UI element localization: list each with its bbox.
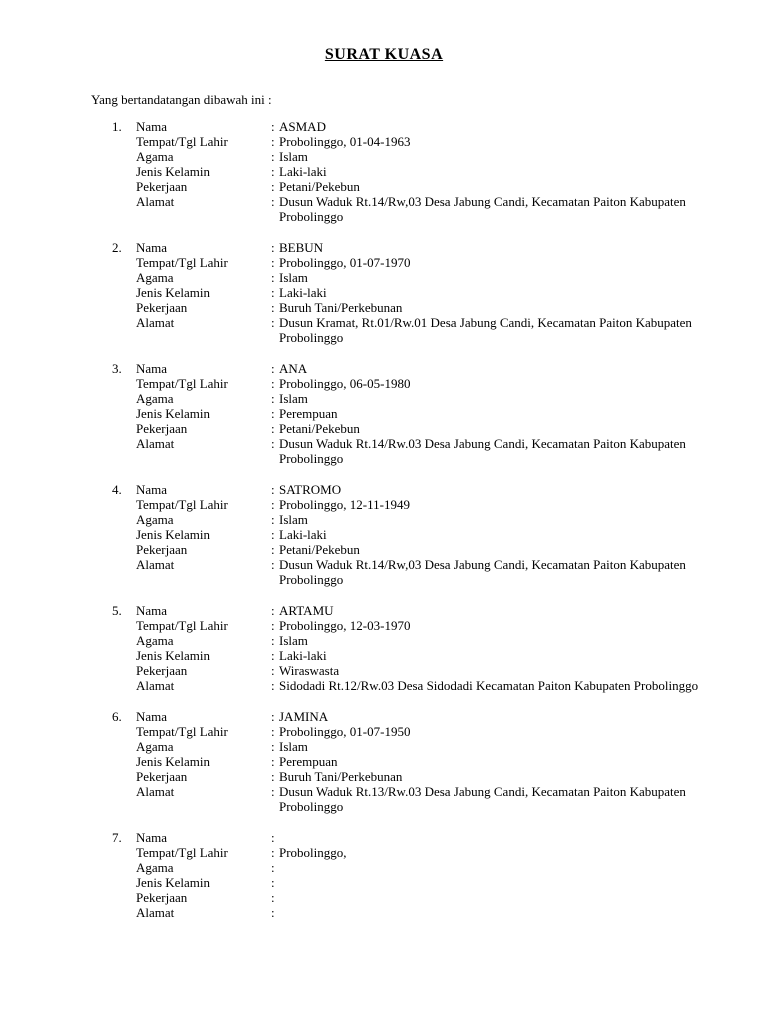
field-row-pekerjaan (0, 663, 768, 678)
field-colon: : (271, 255, 275, 270)
field-colon: : (271, 270, 275, 285)
field-row-alamat (0, 557, 768, 587)
field-label-nama: Nama (136, 830, 168, 845)
field-value-alamat (279, 905, 699, 920)
field-colon: : (271, 542, 275, 557)
field-colon: : (271, 860, 275, 875)
field-label-ttl: Tempat/Tgl Lahir (136, 134, 228, 149)
person-entry (0, 119, 768, 224)
field-row-ttl (0, 724, 768, 739)
field-colon: : (271, 527, 275, 542)
field-value-pekerjaan: Petani/Pekebun (279, 542, 360, 557)
field-value-alamat: Dusun Waduk Rt.14/Rw.03 Desa Jabung Candi, Kecamatan Paiton Kabupaten Probolinggo (279, 436, 686, 466)
field-value-agama: Islam (279, 149, 308, 164)
field-colon: : (271, 436, 275, 451)
field-colon: : (271, 633, 275, 648)
field-label-ttl: Tempat/Tgl Lahir (136, 376, 228, 391)
field-label-agama: Agama (136, 512, 174, 527)
person-number: 6. (112, 709, 122, 724)
field-label-jk: Jenis Kelamin (136, 875, 211, 890)
field-colon: : (271, 285, 275, 300)
field-value-pekerjaan: Petani/Pekebun (279, 421, 360, 436)
person-number: 2. (112, 240, 122, 255)
field-label-nama: Nama (136, 240, 168, 255)
field-row-agama (0, 391, 768, 406)
field-label-agama: Agama (136, 391, 174, 406)
field-label-ttl: Tempat/Tgl Lahir (136, 845, 228, 860)
field-colon: : (271, 134, 275, 149)
field-label-agama: Agama (136, 149, 174, 164)
field-row-nama (0, 119, 768, 134)
field-value-jk: Laki-laki (279, 285, 327, 300)
field-colon: : (271, 315, 275, 330)
field-value-jk: Laki-laki (279, 164, 327, 179)
person-number: 5. (112, 603, 122, 618)
field-value-jk: Laki-laki (279, 648, 327, 663)
field-row-alamat (0, 436, 768, 466)
person-entry (0, 482, 768, 587)
field-colon: : (271, 194, 275, 209)
field-value-ttl: Probolinggo, 01-07-1970 (279, 255, 411, 270)
field-row-nama (0, 603, 768, 618)
field-label-pekerjaan: Pekerjaan (136, 769, 188, 784)
field-row-agama (0, 149, 768, 164)
field-colon: : (271, 421, 275, 436)
field-value-alamat: Dusun Waduk Rt.14/Rw,03 Desa Jabung Candi, Kecamatan Paiton Kabupaten Probolinggo (279, 557, 686, 587)
field-label-jk: Jenis Kelamin (136, 527, 211, 542)
field-row-pekerjaan (0, 421, 768, 436)
field-row-agama (0, 739, 768, 754)
person-entry (0, 240, 768, 345)
field-value-ttl: Probolinggo, 01-04-1963 (279, 134, 411, 149)
field-colon: : (271, 784, 275, 799)
field-row-jk (0, 406, 768, 421)
field-colon: : (271, 179, 275, 194)
field-value-ttl: Probolinggo, 01-07-1950 (279, 724, 411, 739)
field-value-pekerjaan: Wiraswasta (279, 663, 340, 678)
field-label-agama: Agama (136, 860, 174, 875)
person-entry (0, 361, 768, 466)
field-label-alamat: Alamat (136, 557, 175, 572)
person-entry (0, 603, 768, 693)
field-value-nama: ASMAD (279, 119, 326, 134)
field-row-ttl (0, 376, 768, 391)
person-list (0, 119, 768, 936)
field-label-nama: Nama (136, 361, 168, 376)
field-colon: : (271, 830, 275, 845)
field-label-ttl: Tempat/Tgl Lahir (136, 497, 228, 512)
field-label-nama: Nama (136, 482, 168, 497)
field-colon: : (271, 512, 275, 527)
field-row-nama (0, 361, 768, 376)
field-row-jk (0, 285, 768, 300)
field-row-jk (0, 648, 768, 663)
field-row-pekerjaan (0, 769, 768, 784)
field-label-jk: Jenis Kelamin (136, 406, 211, 421)
field-colon: : (271, 164, 275, 179)
field-colon: : (271, 149, 275, 164)
field-colon: : (271, 845, 275, 860)
field-row-ttl (0, 255, 768, 270)
field-value-agama (279, 860, 699, 875)
field-label-pekerjaan: Pekerjaan (136, 179, 188, 194)
field-colon: : (271, 890, 275, 905)
person-number: 3. (112, 361, 122, 376)
field-row-nama (0, 830, 768, 845)
field-row-pekerjaan (0, 542, 768, 557)
person-entry (0, 709, 768, 814)
field-value-agama: Islam (279, 512, 308, 527)
field-row-ttl (0, 845, 768, 860)
document-title: SURAT KUASA (324, 46, 444, 63)
field-colon: : (271, 497, 275, 512)
field-row-agama (0, 512, 768, 527)
field-value-agama: Islam (279, 270, 308, 285)
field-label-jk: Jenis Kelamin (136, 285, 211, 300)
person-entry (0, 830, 768, 920)
field-row-ttl (0, 497, 768, 512)
field-row-ttl (0, 618, 768, 633)
field-colon: : (271, 648, 275, 663)
field-value-nama (279, 830, 699, 845)
field-value-alamat: Sidodadi Rt.12/Rw.03 Desa Sidodadi Kecamatan Paiton Kabupaten Probolinggo (279, 678, 699, 693)
field-value-alamat: Dusun Kramat, Rt.01/Rw.01 Desa Jabung Candi, Kecamatan Paiton Kabupaten Probolinggo (279, 315, 692, 345)
field-label-jk: Jenis Kelamin (136, 648, 211, 663)
field-colon: : (271, 406, 275, 421)
field-label-ttl: Tempat/Tgl Lahir (136, 618, 228, 633)
field-row-jk (0, 527, 768, 542)
field-value-pekerjaan: Buruh Tani/Perkebunan (279, 769, 403, 784)
field-row-jk (0, 164, 768, 179)
field-colon: : (271, 300, 275, 315)
field-value-agama: Islam (279, 391, 308, 406)
field-label-pekerjaan: Pekerjaan (136, 542, 188, 557)
field-label-agama: Agama (136, 633, 174, 648)
field-label-jk: Jenis Kelamin (136, 754, 211, 769)
field-row-jk (0, 754, 768, 769)
field-value-nama: SATROMO (279, 482, 342, 497)
field-label-pekerjaan: Pekerjaan (136, 421, 188, 436)
field-value-pekerjaan: Petani/Pekebun (279, 179, 360, 194)
field-value-nama: JAMINA (279, 709, 329, 724)
field-row-pekerjaan (0, 179, 768, 194)
field-colon: : (271, 376, 275, 391)
field-value-pekerjaan (279, 890, 699, 905)
field-colon: : (271, 678, 275, 693)
field-colon: : (271, 482, 275, 497)
field-row-alamat (0, 194, 768, 224)
field-colon: : (271, 769, 275, 784)
field-label-nama: Nama (136, 709, 168, 724)
field-label-pekerjaan: Pekerjaan (136, 300, 188, 315)
field-value-jk: Perempuan (279, 754, 338, 769)
field-colon: : (271, 905, 275, 920)
field-value-ttl: Probolinggo, 06-05-1980 (279, 376, 411, 391)
field-value-nama: ARTAMU (279, 603, 334, 618)
field-label-pekerjaan: Pekerjaan (136, 890, 188, 905)
field-colon: : (271, 875, 275, 890)
field-row-agama (0, 633, 768, 648)
person-number: 1. (112, 119, 122, 134)
field-row-alamat (0, 905, 768, 920)
field-value-agama: Islam (279, 739, 308, 754)
field-label-alamat: Alamat (136, 436, 175, 451)
field-colon: : (271, 618, 275, 633)
field-row-alamat (0, 315, 768, 345)
person-number: 4. (112, 482, 122, 497)
field-label-ttl: Tempat/Tgl Lahir (136, 255, 228, 270)
field-value-nama: BEBUN (279, 240, 324, 255)
field-value-ttl: Probolinggo, (279, 845, 347, 860)
field-row-agama (0, 270, 768, 285)
field-colon: : (271, 240, 275, 255)
field-value-jk: Perempuan (279, 406, 338, 421)
field-colon: : (271, 557, 275, 572)
field-label-alamat: Alamat (136, 784, 175, 799)
field-label-agama: Agama (136, 739, 174, 754)
person-number: 7. (112, 830, 122, 845)
field-colon: : (271, 391, 275, 406)
field-colon: : (271, 663, 275, 678)
field-label-alamat: Alamat (136, 678, 175, 693)
field-value-alamat: Dusun Waduk Rt.13/Rw.03 Desa Jabung Candi, Kecamatan Paiton Kabupaten Probolinggo (279, 784, 686, 814)
field-row-nama (0, 240, 768, 255)
field-value-agama: Islam (279, 633, 308, 648)
field-row-alamat (0, 784, 768, 814)
field-row-pekerjaan (0, 300, 768, 315)
field-row-pekerjaan (0, 890, 768, 905)
field-colon: : (271, 603, 275, 618)
field-value-alamat: Dusun Waduk Rt.14/Rw,03 Desa Jabung Candi, Kecamatan Paiton Kabupaten Probolinggo (279, 194, 686, 224)
field-row-nama (0, 709, 768, 724)
field-value-jk (279, 875, 699, 890)
field-label-jk: Jenis Kelamin (136, 164, 211, 179)
intro-text: Yang bertandatangan dibawah ini : (91, 92, 272, 107)
field-value-ttl: Probolinggo, 12-03-1970 (279, 618, 411, 633)
field-row-jk (0, 875, 768, 890)
field-value-jk: Laki-laki (279, 527, 327, 542)
field-colon: : (271, 361, 275, 376)
field-row-agama (0, 860, 768, 875)
field-label-nama: Nama (136, 603, 168, 618)
field-label-agama: Agama (136, 270, 174, 285)
field-row-nama (0, 482, 768, 497)
field-value-ttl: Probolinggo, 12-11-1949 (279, 497, 410, 512)
field-colon: : (271, 709, 275, 724)
field-colon: : (271, 754, 275, 769)
field-row-ttl (0, 134, 768, 149)
field-label-alamat: Alamat (136, 194, 175, 209)
field-colon: : (271, 119, 275, 134)
field-value-nama: ANA (279, 361, 308, 376)
field-colon: : (271, 739, 275, 754)
field-label-pekerjaan: Pekerjaan (136, 663, 188, 678)
field-value-pekerjaan: Buruh Tani/Perkebunan (279, 300, 403, 315)
field-label-alamat: Alamat (136, 905, 175, 920)
field-label-alamat: Alamat (136, 315, 175, 330)
field-colon: : (271, 724, 275, 739)
field-row-alamat (0, 678, 768, 693)
field-label-ttl: Tempat/Tgl Lahir (136, 724, 228, 739)
field-label-nama: Nama (136, 119, 168, 134)
